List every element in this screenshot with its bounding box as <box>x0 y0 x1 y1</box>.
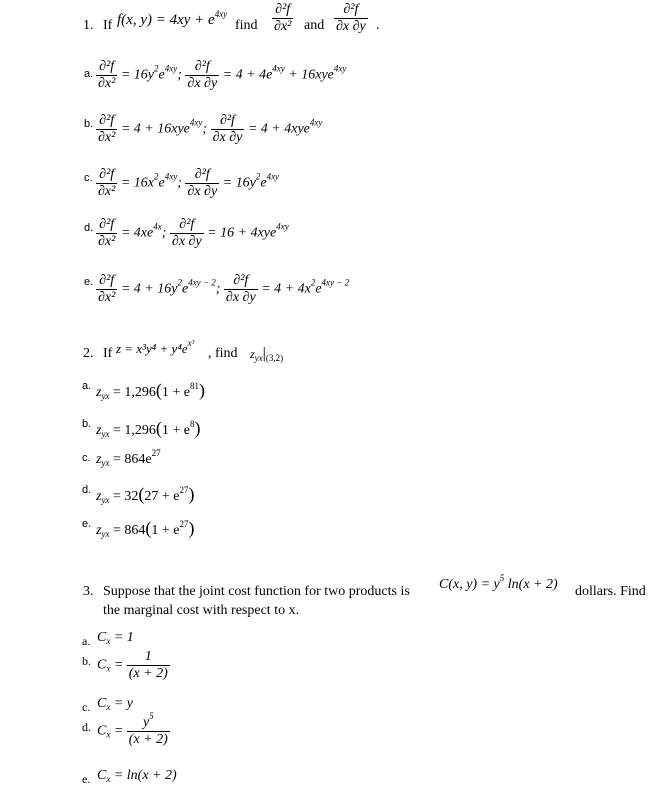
option-expression: $\frac{\text{∂²f}}{\text{∂x²}}$ = $4 + 16y^2e^{4xy - 2}$; $\frac{\text{∂²f}}{\partial x \partial y}$ = $4 + 4x^2e^{4xy - 2}$ <box>98 273 350 305</box>
function-definition: f(x, $y) = 4xy + e^{4xy}$ <box>117 9 228 28</box>
option-label: d. <box>82 720 91 734</box>
option-label: c. <box>84 172 93 184</box>
option-expression: $\frac{\text{∂²f}}{\text{∂x²}}$ = 4 + 16xye$^{4xy}$; $\frac{\text{∂²f}}{\partial x \partial y}$ = 4 + 4xye$^{4xy}$ <box>98 113 323 145</box>
option-label: a. <box>82 634 91 648</box>
option-expression: $C_x = y$ <box>97 696 134 712</box>
partial-xx-fraction: $\frac{\text{∂²f}}{\text{∂x²}}$ <box>274 2 292 34</box>
option-expression: $z_{yx} = 1,296(1 + e^{81})$ <box>96 380 205 401</box>
find-word: , find <box>208 346 238 361</box>
question-text-tail: dollars. Find <box>575 584 646 599</box>
question-number: 1. <box>83 18 94 33</box>
question-number: 3. <box>83 584 94 599</box>
question-number: 2. <box>83 346 94 361</box>
option-label: a. <box>84 68 94 80</box>
option-label: d. <box>82 484 92 496</box>
question-text-line1: Suppose that the joint cost function for two products is <box>103 584 410 599</box>
option-expression: $\frac{\text{∂²f}}{\text{∂x²}}$ = $16x^2e^{4xy}$; $\frac{\text{∂²f}}{\partial x \partial y}$ = $16y^2e^{4xy}$ <box>98 167 280 199</box>
option-expression: $z_{yx} = 32(27 + e^{27})$ <box>96 484 195 505</box>
evaluation-target: $z_{yx}|_{(3,2)}$ <box>250 345 284 363</box>
option-label: c. <box>82 452 91 464</box>
cost-function: C(x, $y) = y^5$ ln(x + 2) <box>439 573 558 592</box>
option-label: e. <box>82 772 91 786</box>
option-label: b. <box>82 654 91 668</box>
option-label: d. <box>84 222 94 234</box>
period: . <box>376 18 380 33</box>
option-expression: $z_{yx} = 864e^{27}$ <box>96 448 161 468</box>
question-intro: If <box>103 18 113 33</box>
question-text-line2: the marginal cost with respect to x. <box>103 603 300 618</box>
option-expression: $\frac{\text{∂²f}}{\text{∂x²}}$ = $16y^2e^{4xy}$; $\frac{\text{∂²f}}{\partial x \partial y}$ = $4 + 4e^{4xy} + 16xye^{4xy}$ <box>98 59 347 91</box>
z-definition: $z = x^3y^4 + y^4e^{x^3}$ <box>116 338 195 356</box>
option-label: b. <box>84 118 94 130</box>
question-intro: If <box>103 346 113 361</box>
option-expression: $C_x = 1$ <box>97 630 134 646</box>
find-word: find <box>235 18 258 33</box>
option-expression: $\frac{\text{∂²f}}{\text{∂x²}}$ = $4xe^{4x}$; $\frac{\text{∂²f}}{\partial x \partial y}$ = 16 + 4xye$^{4xy}$ <box>98 217 289 249</box>
option-label: e. <box>84 276 94 288</box>
option-expression: $z_{yx} = 864(1 + e^{27})$ <box>96 518 195 539</box>
partial-xy-fraction: $\frac{\text{∂²f}}{\partial x \partial y}$ <box>336 2 366 34</box>
option-label: b. <box>82 418 92 430</box>
option-label: a. <box>82 380 92 392</box>
option-expression: $C_x$ = $\frac{y^5}{(x + 2)}$ <box>97 711 168 747</box>
option-expression: $C_x = \ln(x + 2)$ <box>97 768 177 784</box>
option-label: e. <box>82 518 92 530</box>
option-expression: $z_{yx} = 1,296(1 + e^8)$ <box>96 418 201 439</box>
option-expression: $C_x$ = $\frac{1}{(x + 2)}$ <box>97 649 168 681</box>
and-word: and <box>304 18 325 33</box>
option-label: c. <box>82 700 91 714</box>
